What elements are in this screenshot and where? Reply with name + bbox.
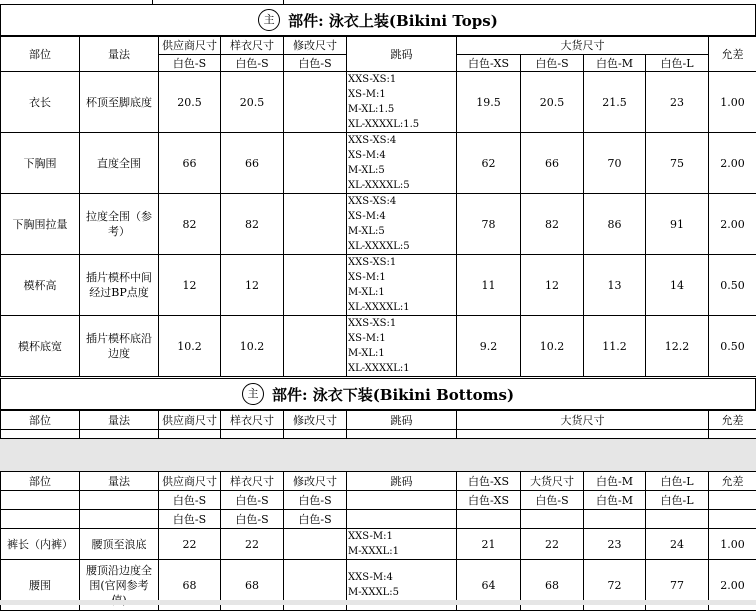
revised-size-cell: [284, 316, 347, 377]
revised-size-cell: [284, 529, 347, 560]
size-jump-line: M-XL:1: [348, 285, 456, 300]
size-jump-line: XS-M:4: [348, 148, 456, 163]
table-row: [1, 529, 756, 560]
part-cell: 模杯底宽: [1, 316, 80, 377]
table-row: [1, 194, 756, 255]
col-revised: 修改尺寸: [284, 411, 347, 430]
col-method: 量法: [80, 411, 159, 430]
size-jump-line: XL-XXXXL:1: [348, 300, 456, 315]
revised-size-cell: [284, 194, 347, 255]
table-row: [1, 72, 756, 133]
section-title-tops: [0, 4, 756, 36]
sub-white-s: 白色-S: [221, 510, 284, 529]
size-jump-line: XL-XXXXL:5: [348, 178, 456, 193]
part-cell: 衣长: [1, 72, 80, 133]
bulk-l-cell: 24: [646, 529, 709, 560]
col-method: 量法: [80, 472, 159, 491]
sub-white-s: 白色-S: [159, 510, 221, 529]
bulk-s-cell: 22: [521, 529, 584, 560]
size-jump-line: M-XL:5: [348, 163, 456, 178]
bulk-xs-cell: 78: [457, 194, 521, 255]
bulk-m-cell: 11.2: [584, 316, 646, 377]
col-supplier: 供应商尺寸: [159, 472, 221, 491]
tops-table: [0, 36, 756, 377]
sub-white-s: 白色-S: [521, 491, 584, 510]
col-method: 量法: [80, 37, 159, 72]
sub-white-s: 白色-S: [221, 55, 284, 72]
size-jump-line: XXS-XS:1: [348, 255, 456, 270]
col-sample: 样衣尺寸: [221, 472, 284, 491]
size-jump-line: XS-M:4: [348, 209, 456, 224]
supplier-size-cell: 20.5: [159, 72, 221, 133]
bulk-s-cell: 20.5: [521, 72, 584, 133]
section-title-bottoms: [0, 378, 756, 410]
col-revised: 修改尺寸: [284, 37, 347, 55]
bulk-m-cell: 21.5: [584, 72, 646, 133]
bulk-m-cell: 86: [584, 194, 646, 255]
size-jump-line: XS-M:1: [348, 87, 456, 102]
header-row: [1, 472, 756, 491]
header-subrow: [1, 510, 756, 529]
bulk-l-cell: 12.2: [646, 316, 709, 377]
bulk-xs-cell: 19.5: [457, 72, 521, 133]
sub-white-s: 白色-S: [284, 55, 347, 72]
col-tolerance: 允差: [709, 37, 756, 72]
size-jump-line: XXS-M:4: [348, 570, 456, 585]
size-jump-line: XXS-XS:4: [348, 133, 456, 148]
section-title-text: 部件: 泳衣上装(Bikini Tops): [288, 10, 498, 31]
sub-white-xs: 白色-XS: [457, 491, 521, 510]
sub-white-m: 白色-M: [584, 55, 646, 72]
col-size-jump: 跳码: [347, 411, 457, 430]
size-jump-cell: [347, 255, 457, 316]
bulk-s-cell: 10.2: [521, 316, 584, 377]
size-jump-line: M-XXXL:5: [348, 585, 456, 600]
sample-size-cell: 68: [221, 560, 284, 611]
bulk-s-cell: 66: [521, 133, 584, 194]
method-cell: 腰顶至浪底: [80, 529, 159, 560]
tolerance-cell: 1.00: [709, 529, 756, 560]
col-tolerance: 允差: [709, 472, 756, 491]
sub-white-s: 白色-S: [159, 491, 221, 510]
sub-white-s: 白色-S: [521, 55, 584, 72]
sub-white-l: 白色-L: [646, 55, 709, 72]
col-part: 部位: [1, 37, 80, 72]
revised-size-cell: [284, 72, 347, 133]
size-jump-line: XS-M:1: [348, 270, 456, 285]
sub-white-xs: 白色-XS: [457, 472, 521, 491]
part-cell: 腰围: [1, 560, 80, 611]
tolerance-cell: 0.50: [709, 316, 756, 377]
tolerance-cell: 2.00: [709, 194, 756, 255]
sample-size-cell: 20.5: [221, 72, 284, 133]
size-jump-line: XL-XXXXL:5: [348, 239, 456, 254]
size-jump-line: M-XXXL:1: [348, 544, 456, 559]
col-revised: 修改尺寸: [284, 472, 347, 491]
bulk-xs-cell: 11: [457, 255, 521, 316]
bulk-s-cell: 12: [521, 255, 584, 316]
supplier-size-cell: 68: [159, 560, 221, 611]
bottom-edge: [0, 600, 756, 605]
overlap-bulk: 大货尺寸: [521, 472, 584, 491]
sample-size-cell: 12: [221, 255, 284, 316]
tolerance-cell: 2.00: [709, 133, 756, 194]
col-bulk: 大货尺寸: [457, 37, 709, 55]
section-title-text: 部件: 泳衣下装(Bikini Bottoms): [272, 384, 514, 405]
sample-size-cell: 22: [221, 529, 284, 560]
supplier-size-cell: 12: [159, 255, 221, 316]
bulk-xs-cell: 62: [457, 133, 521, 194]
bulk-l-cell: 75: [646, 133, 709, 194]
bulk-m-cell: 72: [584, 560, 646, 611]
sub-white-s: 白色-S: [284, 491, 347, 510]
sample-size-cell: 66: [221, 133, 284, 194]
size-jump-cell: [347, 529, 457, 560]
header-row: [1, 37, 756, 55]
tolerance-cell: 1.00: [709, 72, 756, 133]
sub-white-l: 白色-L: [646, 472, 709, 491]
col-size-jump: 跳码: [347, 472, 457, 491]
bulk-s-cell: 82: [521, 194, 584, 255]
supplier-size-cell: 10.2: [159, 316, 221, 377]
table-row: [1, 255, 756, 316]
bulk-l-cell: 77: [646, 560, 709, 611]
bulk-xs-cell: 9.2: [457, 316, 521, 377]
part-cell: 下胸围: [1, 133, 80, 194]
supplier-size-cell: 82: [159, 194, 221, 255]
bulk-xs-cell: 64: [457, 560, 521, 611]
supplier-size-cell: 22: [159, 529, 221, 560]
size-jump-line: XXS-XS:1: [348, 72, 456, 87]
sub-white-s: 白色-S: [159, 55, 221, 72]
size-jump-line: XXS-XS:1: [348, 316, 456, 331]
page-break-gap: [0, 439, 756, 471]
method-cell: 腰顶沿边度全围(官网参考: [80, 560, 159, 611]
sub-white-m: 白色-M: [584, 491, 646, 510]
col-bulk: 大货尺寸: [457, 411, 709, 430]
col-sample: 样衣尺寸: [221, 411, 284, 430]
table-row: [1, 316, 756, 377]
main-badge-icon: 主: [258, 9, 280, 31]
method-cell: 直度全围: [80, 133, 159, 194]
header-subrow: [1, 491, 756, 510]
size-jump-cell: [347, 194, 457, 255]
size-jump-line: M-XL:1.5: [348, 102, 456, 117]
tolerance-cell: 2.00: [709, 560, 756, 611]
revised-size-cell: [284, 255, 347, 316]
size-jump-cell: [347, 316, 457, 377]
main-badge-icon: 主: [242, 383, 264, 405]
bulk-l-cell: 91: [646, 194, 709, 255]
revised-size-cell: [284, 133, 347, 194]
col-part: 部位: [1, 411, 80, 430]
col-supplier: 供应商尺寸: [159, 37, 221, 55]
part-cell: 模杯高: [1, 255, 80, 316]
supplier-size-cell: 66: [159, 133, 221, 194]
bottoms-table: [0, 471, 756, 611]
sample-size-cell: 82: [221, 194, 284, 255]
col-sample: 样衣尺寸: [221, 37, 284, 55]
bulk-m-cell: 70: [584, 133, 646, 194]
sub-white-l: 白色-L: [646, 491, 709, 510]
size-jump-line: XS-M:1: [348, 331, 456, 346]
size-jump-line: M-XL:5: [348, 224, 456, 239]
method-cell: 杯顶至脚底度: [80, 72, 159, 133]
method-cell: 插片模杯中间经过BP点度: [80, 255, 159, 316]
size-jump-line: XL-XXXXL:1.5: [348, 117, 456, 132]
tolerance-cell: 0.50: [709, 255, 756, 316]
col-tolerance: 允差: [709, 411, 756, 430]
table-row: [1, 133, 756, 194]
sub-white-s: 白色-S: [221, 491, 284, 510]
bulk-s-cell: 68: [521, 560, 584, 611]
sub-white-s: 白色-S: [284, 510, 347, 529]
bulk-l-cell: 14: [646, 255, 709, 316]
part-cell: 下胸围拉量: [1, 194, 80, 255]
bulk-xs-cell: 21: [457, 529, 521, 560]
sample-size-cell: 10.2: [221, 316, 284, 377]
part-cell: 裤长（内裤）: [1, 529, 80, 560]
size-jump-line: XXS-XS:4: [348, 194, 456, 209]
bulk-m-cell: 13: [584, 255, 646, 316]
sub-white-xs: 白色-XS: [457, 55, 521, 72]
size-jump-line: M-XL:1: [348, 346, 456, 361]
size-jump-cell: [347, 133, 457, 194]
method-cell: 拉度全围（参考）: [80, 194, 159, 255]
col-supplier: 供应商尺寸: [159, 411, 221, 430]
bottoms-header-partial: [0, 410, 756, 439]
method-cell: 插片模杯底沿边度: [80, 316, 159, 377]
sub-white-m: 白色-M: [584, 472, 646, 491]
bulk-l-cell: 23: [646, 72, 709, 133]
size-jump-line: XXS-M:1: [348, 529, 456, 544]
col-part: 部位: [1, 472, 80, 491]
size-jump-line: XL-XXXXL:1: [348, 361, 456, 376]
size-jump-cell: [347, 72, 457, 133]
col-size-jump: 跳码: [347, 37, 457, 72]
bulk-m-cell: 23: [584, 529, 646, 560]
